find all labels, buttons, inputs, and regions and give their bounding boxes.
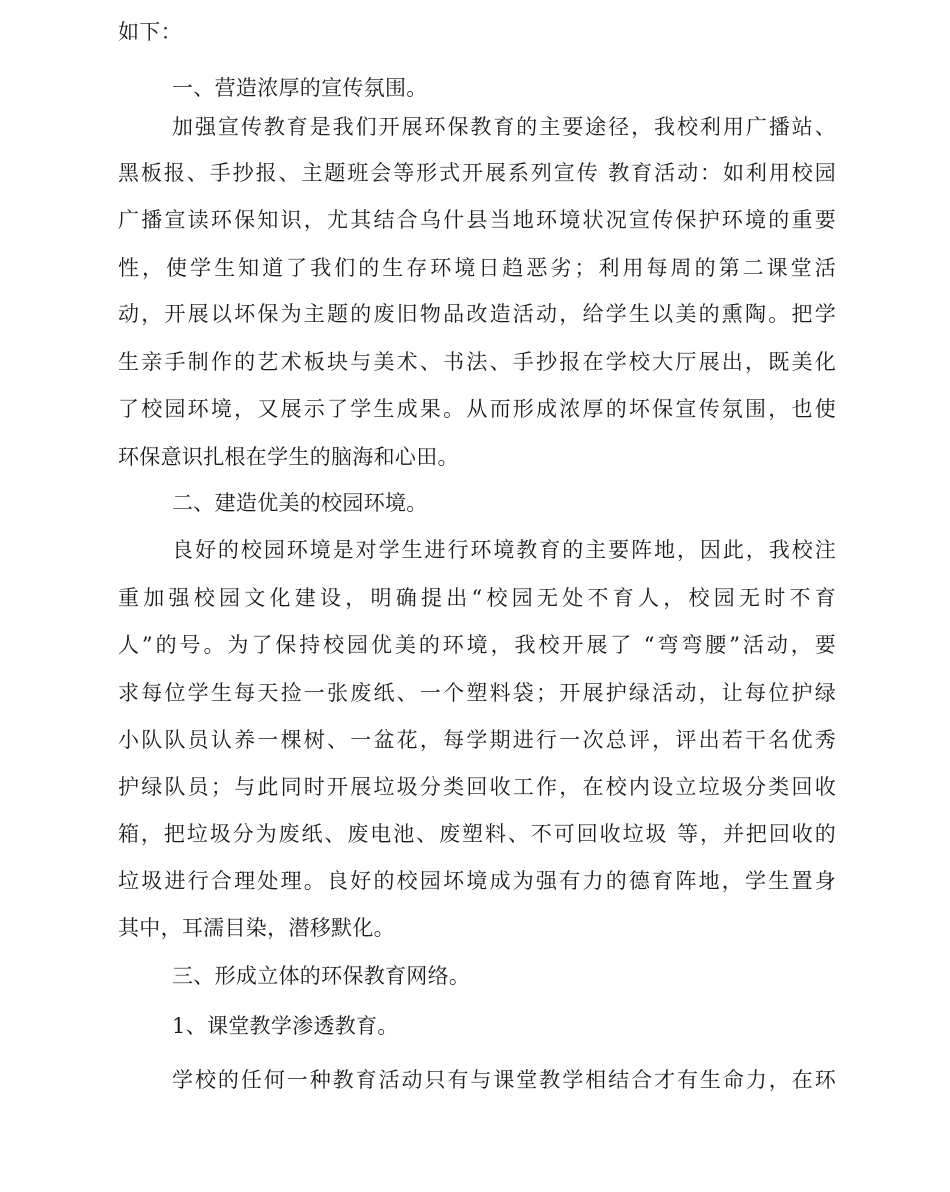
paragraph-line: 护绿队员；与此同时开展垃圾分类回收工作，在校内设立垃圾分类回收 bbox=[118, 775, 836, 799]
paragraph-line: 生亲手制作的艺术板块与美术、书法、手抄报在学校大厅展出，既美化 bbox=[118, 350, 836, 374]
paragraph-line: 学校的任何一种教育活动只有与课堂教学相结合才有生命力，在环 bbox=[172, 1068, 836, 1092]
paragraph-line: 加强宣传教育是我们开展环保教育的主要途径，我校利用广播站、 bbox=[172, 115, 836, 139]
paragraph-line: 黑板报、手抄报、主题班会等形式开展系列宣传 教育活动：如利用校园 bbox=[118, 161, 836, 185]
subsection-heading: 1、课堂教学渗透教育。 bbox=[172, 1014, 399, 1038]
paragraph-line: 了校园环境，又展示了学生成果。从而形成浓厚的坏保宣传氛围，也使 bbox=[118, 397, 836, 421]
section-heading: 三、形成立体的环保教育网络。 bbox=[172, 964, 471, 988]
paragraph-line: 垃圾进行合理处理。良好的校园坏境成为强有力的德育阵地，学生置身 bbox=[118, 869, 836, 893]
paragraph-line: 性，使学生知道了我们的生存环境日趋恶劣；利用每周的第二课堂活 bbox=[118, 256, 836, 280]
paragraph-line: 广播宣读环保知识，尤其结合乌什县当地环境状况宣传保护环境的重要 bbox=[118, 208, 836, 232]
paragraph-line: 小队队员认养一棵树、一盆花，每学期进行一次总评，评出若干名优秀 bbox=[118, 728, 836, 752]
text-line: 如下： bbox=[118, 20, 182, 44]
paragraph-line: 箱，把垃圾分为废纸、废电池、废塑料、不可回收垃圾 等，并把回收的 bbox=[118, 822, 836, 846]
paragraph-line: 其中，耳濡目染，潜移默化。 bbox=[118, 916, 395, 940]
paragraph-line: 重加强校园文化建设，明确提出“校园无处不育人，校园无时不育 bbox=[118, 586, 836, 610]
paragraph-line: 动，开展以坏保为主题的废旧物品改造活动，给学生以美的熏陶。把学 bbox=[118, 302, 836, 326]
document-page bbox=[118, 0, 836, 1192]
paragraph-line: 人”的号。为了保持校园优美的环境，我校开展了 “弯弯腰”活动，要 bbox=[118, 633, 836, 657]
section-heading: 二、建造优美的校园环境。 bbox=[172, 491, 428, 515]
paragraph-line: 良好的校园环境是对学生进行环境教育的主要阵地，因此，我校注 bbox=[172, 538, 836, 562]
paragraph-line: 环保意识扎根在学生的脑海和心田。 bbox=[118, 445, 459, 469]
paragraph-line: 求每位学生每天捡一张废纸、一个塑料袋；开展护绿活动，让每位护绿 bbox=[118, 681, 836, 705]
section-heading: 一、营造浓厚的宣传氛围。 bbox=[172, 76, 428, 100]
